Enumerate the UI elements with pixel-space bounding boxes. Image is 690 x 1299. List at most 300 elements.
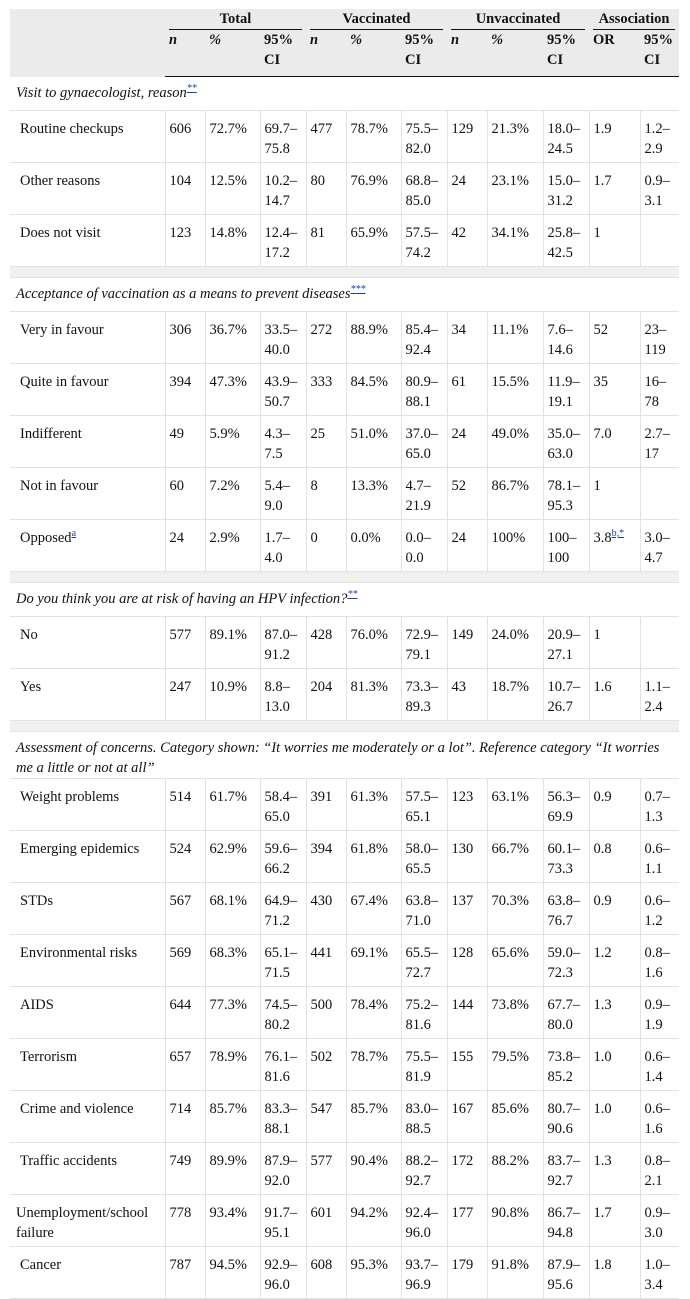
cell-value: 49.0% (491, 426, 529, 442)
cell-value: 428 (310, 627, 333, 643)
table-row (10, 416, 679, 468)
cell-value: 1.7 (593, 1205, 612, 1221)
cell-value: 61.3% (350, 789, 388, 805)
table-cell (346, 779, 401, 831)
footnote-link[interactable]: b,* (611, 528, 625, 540)
cell-value: 85.7% (209, 1101, 247, 1117)
table-cell (640, 831, 679, 883)
header-sub-7: % (487, 30, 543, 77)
table-cell (401, 215, 447, 267)
section-title (10, 77, 679, 111)
table-cell (306, 312, 346, 364)
cell-value: 75.5–82.0 (405, 121, 439, 157)
table-cell (346, 111, 401, 163)
row-label (10, 1195, 165, 1247)
table-cell (487, 1143, 543, 1195)
cell-value: 68.8–85.0 (405, 173, 439, 209)
cell-value: 87.9–92.0 (264, 1153, 298, 1189)
cell-value: 1.3 (593, 1153, 612, 1169)
table-cell (401, 416, 447, 468)
cell-value: 94.5% (209, 1257, 247, 1273)
cell-value: 52 (593, 322, 609, 338)
cell-value: 35 (593, 374, 609, 390)
table-row (10, 935, 679, 987)
table-cell (260, 779, 306, 831)
cell-value: 88.2–92.7 (405, 1153, 439, 1189)
cell-value: 4.7–21.9 (405, 478, 431, 514)
table-cell (346, 883, 401, 935)
header-sub-4: % (346, 30, 401, 77)
cell-value: 0.0% (350, 530, 381, 546)
cell-value: 5.4–9.0 (264, 478, 290, 514)
cell-value: 24 (451, 173, 466, 189)
table-cell (346, 617, 401, 669)
table-cell (306, 520, 346, 572)
header-corner (10, 9, 165, 77)
table-cell (205, 111, 260, 163)
row-label-text: No (20, 627, 38, 643)
table-cell (165, 883, 205, 935)
table-header (10, 9, 679, 77)
section-title (10, 278, 679, 312)
section-title-text: Do you think you are at risk of having an HPV infection? (16, 591, 348, 607)
table-row (10, 1091, 679, 1143)
cell-value: 514 (169, 789, 192, 805)
spacer-cell (10, 721, 679, 732)
row-label-text: Opposed (20, 530, 72, 546)
row-label-text: Indifferent (20, 426, 82, 442)
cell-value: 7.2% (209, 478, 240, 494)
table-cell (306, 364, 346, 416)
table-cell (401, 1195, 447, 1247)
table-cell (260, 831, 306, 883)
cell-value: 0.6–1.6 (644, 1101, 670, 1137)
cell-value: 77.3% (209, 997, 247, 1013)
table-cell (205, 1091, 260, 1143)
row-label (10, 1143, 165, 1195)
table-cell (640, 520, 679, 572)
cell-value: 144 (451, 997, 474, 1013)
row-label (10, 163, 165, 215)
table-cell (543, 1143, 589, 1195)
row-label-text: Environmental risks (20, 945, 138, 961)
table-cell (487, 468, 543, 520)
table-cell (447, 468, 487, 520)
row-label-text: STDs (20, 893, 54, 909)
row-label (10, 1091, 165, 1143)
table-cell (487, 215, 543, 267)
table-cell (165, 520, 205, 572)
cell-value: 5.9% (209, 426, 240, 442)
cell-value: 51.0% (350, 426, 388, 442)
row-label-text: Traffic accidents (20, 1153, 118, 1169)
table-cell (589, 987, 640, 1039)
table-cell (543, 520, 589, 572)
cell-value: 87.9–95.6 (547, 1257, 581, 1293)
cell-value: 0.9–1.9 (644, 997, 670, 1033)
table-cell (447, 1195, 487, 1247)
table-cell (401, 468, 447, 520)
table-cell (543, 163, 589, 215)
results-table-page (10, 9, 679, 1299)
cell-value: 94.2% (350, 1205, 388, 1221)
table-cell (487, 1247, 543, 1299)
cell-value: 172 (451, 1153, 474, 1169)
cell-value: 104 (169, 173, 192, 189)
table-cell (260, 987, 306, 1039)
cell-value: 92.9–96.0 (264, 1257, 298, 1293)
cell-value: 90.4% (350, 1153, 388, 1169)
cell-value: 78.9% (209, 1049, 247, 1065)
table-cell (589, 883, 640, 935)
header-sub-8: 95% CI (543, 30, 589, 77)
spacer-cell (10, 267, 679, 278)
table-cell (487, 163, 543, 215)
row-label-text: Yes (20, 679, 42, 695)
cell-value: 80.7–90.6 (547, 1101, 581, 1137)
cell-value: 547 (310, 1101, 333, 1117)
cell-value: 1 (593, 478, 601, 494)
cell-value: 79.5% (491, 1049, 529, 1065)
table-cell (165, 617, 205, 669)
table-cell (260, 935, 306, 987)
table-body (10, 77, 679, 1299)
cell-value: 1.0–3.4 (644, 1257, 670, 1293)
table-cell (165, 1091, 205, 1143)
table-cell (401, 1247, 447, 1299)
table-row (10, 163, 679, 215)
row-label (10, 617, 165, 669)
table-cell (205, 1195, 260, 1247)
table-cell (487, 935, 543, 987)
table-cell (543, 468, 589, 520)
row-label-text: Quite in favour (20, 374, 109, 390)
table-cell (543, 111, 589, 163)
row-label (10, 883, 165, 935)
cell-value: 58.4–65.0 (264, 789, 298, 825)
cell-value: 0.6–1.2 (644, 893, 670, 929)
table-cell (346, 1195, 401, 1247)
header-sub-3: n (306, 30, 346, 77)
table-cell (165, 1039, 205, 1091)
table-cell (589, 468, 640, 520)
cell-value: 49 (169, 426, 184, 442)
table-cell (589, 520, 640, 572)
cell-value: 10.9% (209, 679, 247, 695)
table-cell (640, 883, 679, 935)
cell-value: 23–119 (644, 322, 667, 358)
table-cell (260, 1039, 306, 1091)
table-cell (640, 1143, 679, 1195)
cell-value: 73.3–89.3 (405, 679, 439, 715)
section-spacer (10, 572, 679, 583)
row-label-text: Very in favour (20, 322, 104, 338)
cell-value: 95.3% (350, 1257, 388, 1273)
cell-value: 42 (451, 225, 466, 241)
table-cell (543, 1195, 589, 1247)
row-label-text: Other reasons (20, 173, 101, 189)
cell-value: 0.8–2.1 (644, 1153, 670, 1189)
cell-value: 657 (169, 1049, 192, 1065)
cell-value: 63.1% (491, 789, 529, 805)
cell-value: 88.2% (491, 1153, 529, 1169)
cell-value: 394 (169, 374, 192, 390)
cell-value: 569 (169, 945, 192, 961)
cell-value: 14.8% (209, 225, 247, 241)
cell-value: 1.1–2.4 (644, 679, 670, 715)
cell-value: 65.1–71.5 (264, 945, 298, 981)
cell-value: 477 (310, 121, 333, 137)
cell-value: 78.7% (350, 121, 388, 137)
table-cell (589, 1195, 640, 1247)
table-cell (487, 1195, 543, 1247)
table-cell (401, 520, 447, 572)
cell-value: 63.8–71.0 (405, 893, 439, 929)
cell-value: 68.3% (209, 945, 247, 961)
cell-value: 272 (310, 322, 333, 338)
cell-value: 0 (310, 530, 318, 546)
cell-value: 59.0–72.3 (547, 945, 581, 981)
table-cell (543, 312, 589, 364)
section-header (10, 583, 679, 617)
table-cell (260, 617, 306, 669)
table-cell (346, 1039, 401, 1091)
table-cell (447, 617, 487, 669)
cell-value: 1.7–4.0 (264, 530, 290, 566)
cell-value: 86.7% (491, 478, 529, 494)
table-cell (543, 617, 589, 669)
table-cell (487, 520, 543, 572)
cell-value: 0.6–1.1 (644, 841, 670, 877)
cell-value: 70.3% (491, 893, 529, 909)
table-cell (401, 163, 447, 215)
table-cell (447, 520, 487, 572)
cell-value: 577 (169, 627, 192, 643)
table-cell (487, 111, 543, 163)
table-cell (205, 883, 260, 935)
cell-value: 75.2–81.6 (405, 997, 439, 1033)
section-title-text: Assessment of concerns. Category shown: “It worries me moderately or a lot”. Reference category “It worries me a little or not at all” (16, 740, 660, 776)
cell-value: 63.8–76.7 (547, 893, 581, 929)
table-cell (165, 163, 205, 215)
cell-value: 749 (169, 1153, 192, 1169)
table-cell (447, 312, 487, 364)
table-cell (589, 1143, 640, 1195)
header-sub-10: 95% CI (640, 30, 679, 77)
cell-value: 56.3–69.9 (547, 789, 581, 825)
cell-value: 72.9–79.1 (405, 627, 439, 663)
cell-value: 100% (491, 530, 526, 546)
table-cell (306, 1247, 346, 1299)
row-label-text: Crime and violence (20, 1101, 134, 1117)
table-cell (401, 1143, 447, 1195)
table-cell (306, 468, 346, 520)
table-cell (447, 215, 487, 267)
row-label-text: Cancer (20, 1257, 62, 1273)
table-cell (205, 1039, 260, 1091)
cell-value: 1.7 (593, 173, 612, 189)
cell-value: 155 (451, 1049, 474, 1065)
cell-value: 68.1% (209, 893, 247, 909)
table-cell (487, 364, 543, 416)
table-cell (589, 215, 640, 267)
table-cell (205, 163, 260, 215)
table-cell (306, 215, 346, 267)
table-cell (165, 1195, 205, 1247)
table-cell (487, 1039, 543, 1091)
cell-value: 391 (310, 789, 333, 805)
cell-value: 78.1–95.3 (547, 478, 581, 514)
cell-value: 87.0–91.2 (264, 627, 298, 663)
cell-value: 81.3% (350, 679, 388, 695)
cell-value: 83.0–88.5 (405, 1101, 439, 1137)
cell-value: 204 (310, 679, 333, 695)
footnote-link[interactable]: ** (347, 589, 358, 601)
cell-value: 11.9–19.1 (547, 374, 580, 410)
table-cell (260, 468, 306, 520)
table-cell (487, 883, 543, 935)
section-header (10, 278, 679, 312)
cell-value: 58.0–65.5 (405, 841, 439, 877)
row-label-text: Not in favour (20, 478, 99, 494)
table-cell (487, 669, 543, 721)
table-cell (165, 364, 205, 416)
table-cell (589, 831, 640, 883)
table-cell (589, 1091, 640, 1143)
table-cell (165, 669, 205, 721)
section-spacer (10, 267, 679, 278)
cell-value: 65.5–72.7 (405, 945, 439, 981)
header-group-association: Association (589, 9, 679, 30)
cell-value: 47.3% (209, 374, 247, 390)
table-cell (487, 987, 543, 1039)
row-label (10, 779, 165, 831)
footnote-link[interactable]: a (71, 528, 77, 540)
row-label-text: Emerging epidemics (20, 841, 140, 857)
cell-value: 84.5% (350, 374, 388, 390)
cell-value: 15.5% (491, 374, 529, 390)
header-group-total: Total (165, 9, 306, 30)
cell-value: 1.2–2.9 (644, 121, 670, 157)
row-label-text: Weight problems (20, 789, 120, 805)
row-label (10, 215, 165, 267)
table-cell (589, 779, 640, 831)
table-cell (165, 215, 205, 267)
cell-value: 60 (169, 478, 184, 494)
section-title (10, 583, 679, 617)
table-cell (640, 1039, 679, 1091)
table-row (10, 1143, 679, 1195)
cell-value: 778 (169, 1205, 192, 1221)
table-cell (447, 1091, 487, 1143)
cell-value: 16–78 (644, 374, 667, 410)
table-cell (346, 1143, 401, 1195)
cell-value: 1.3 (593, 997, 612, 1013)
footnote-link[interactable]: *** (350, 284, 366, 296)
table-cell (306, 1143, 346, 1195)
table-cell (346, 312, 401, 364)
table-cell (306, 1091, 346, 1143)
table-cell (640, 111, 679, 163)
table-cell (487, 312, 543, 364)
table-cell (205, 935, 260, 987)
table-row (10, 617, 679, 669)
cell-value: 0.0–0.0 (405, 530, 431, 566)
cell-value: 24.0% (491, 627, 529, 643)
row-label (10, 364, 165, 416)
table-cell (401, 779, 447, 831)
header-sub-2: 95% CI (260, 30, 306, 77)
table-cell (165, 312, 205, 364)
row-label (10, 1247, 165, 1299)
cell-value: 123 (451, 789, 474, 805)
table-cell (165, 987, 205, 1039)
table-cell (205, 312, 260, 364)
table-cell (306, 1039, 346, 1091)
table-cell (640, 987, 679, 1039)
cell-value: 66.7% (491, 841, 529, 857)
table-cell (205, 617, 260, 669)
table-cell (165, 468, 205, 520)
cell-value: 69.7–75.8 (264, 121, 298, 157)
cell-value: 57.5–74.2 (405, 225, 439, 261)
table-cell (260, 1195, 306, 1247)
cell-value: 714 (169, 1101, 192, 1117)
cell-value: 90.8% (491, 1205, 529, 1221)
table-cell (165, 416, 205, 468)
cell-value: 10.2–14.7 (264, 173, 298, 209)
cell-value: 1.8 (593, 1257, 612, 1273)
table-cell (306, 987, 346, 1039)
table-cell (447, 935, 487, 987)
cell-value: 177 (451, 1205, 474, 1221)
table-cell (543, 935, 589, 987)
table-cell (260, 883, 306, 935)
table-cell (260, 669, 306, 721)
cell-value: 12.5% (209, 173, 247, 189)
table-cell (589, 1247, 640, 1299)
table-row (10, 779, 679, 831)
table-cell (165, 1143, 205, 1195)
table-cell (306, 163, 346, 215)
table-cell (260, 111, 306, 163)
footnote-link[interactable]: ** (186, 83, 197, 95)
cell-value: 64.9–71.2 (264, 893, 298, 929)
table-cell (640, 364, 679, 416)
header-sub-9: OR (589, 30, 640, 77)
table-cell (589, 364, 640, 416)
cell-value: 67.7–80.0 (547, 997, 581, 1033)
cell-value: 85.4–92.4 (405, 322, 439, 358)
table-cell (543, 1039, 589, 1091)
table-row (10, 987, 679, 1039)
cell-value: 88.9% (350, 322, 388, 338)
cell-value: 0.9 (593, 789, 612, 805)
cell-value: 72.7% (209, 121, 247, 137)
table-cell (260, 312, 306, 364)
table-row (10, 312, 679, 364)
cell-value: 0.9–3.0 (644, 1205, 670, 1241)
table-cell (640, 163, 679, 215)
table-cell (401, 617, 447, 669)
table-cell (401, 987, 447, 1039)
cell-value: 57.5–65.1 (405, 789, 439, 825)
table-cell (306, 1195, 346, 1247)
cell-value: 128 (451, 945, 474, 961)
cell-value: 15.0–31.2 (547, 173, 581, 209)
cell-value: 1 (593, 225, 601, 241)
table-cell (543, 779, 589, 831)
